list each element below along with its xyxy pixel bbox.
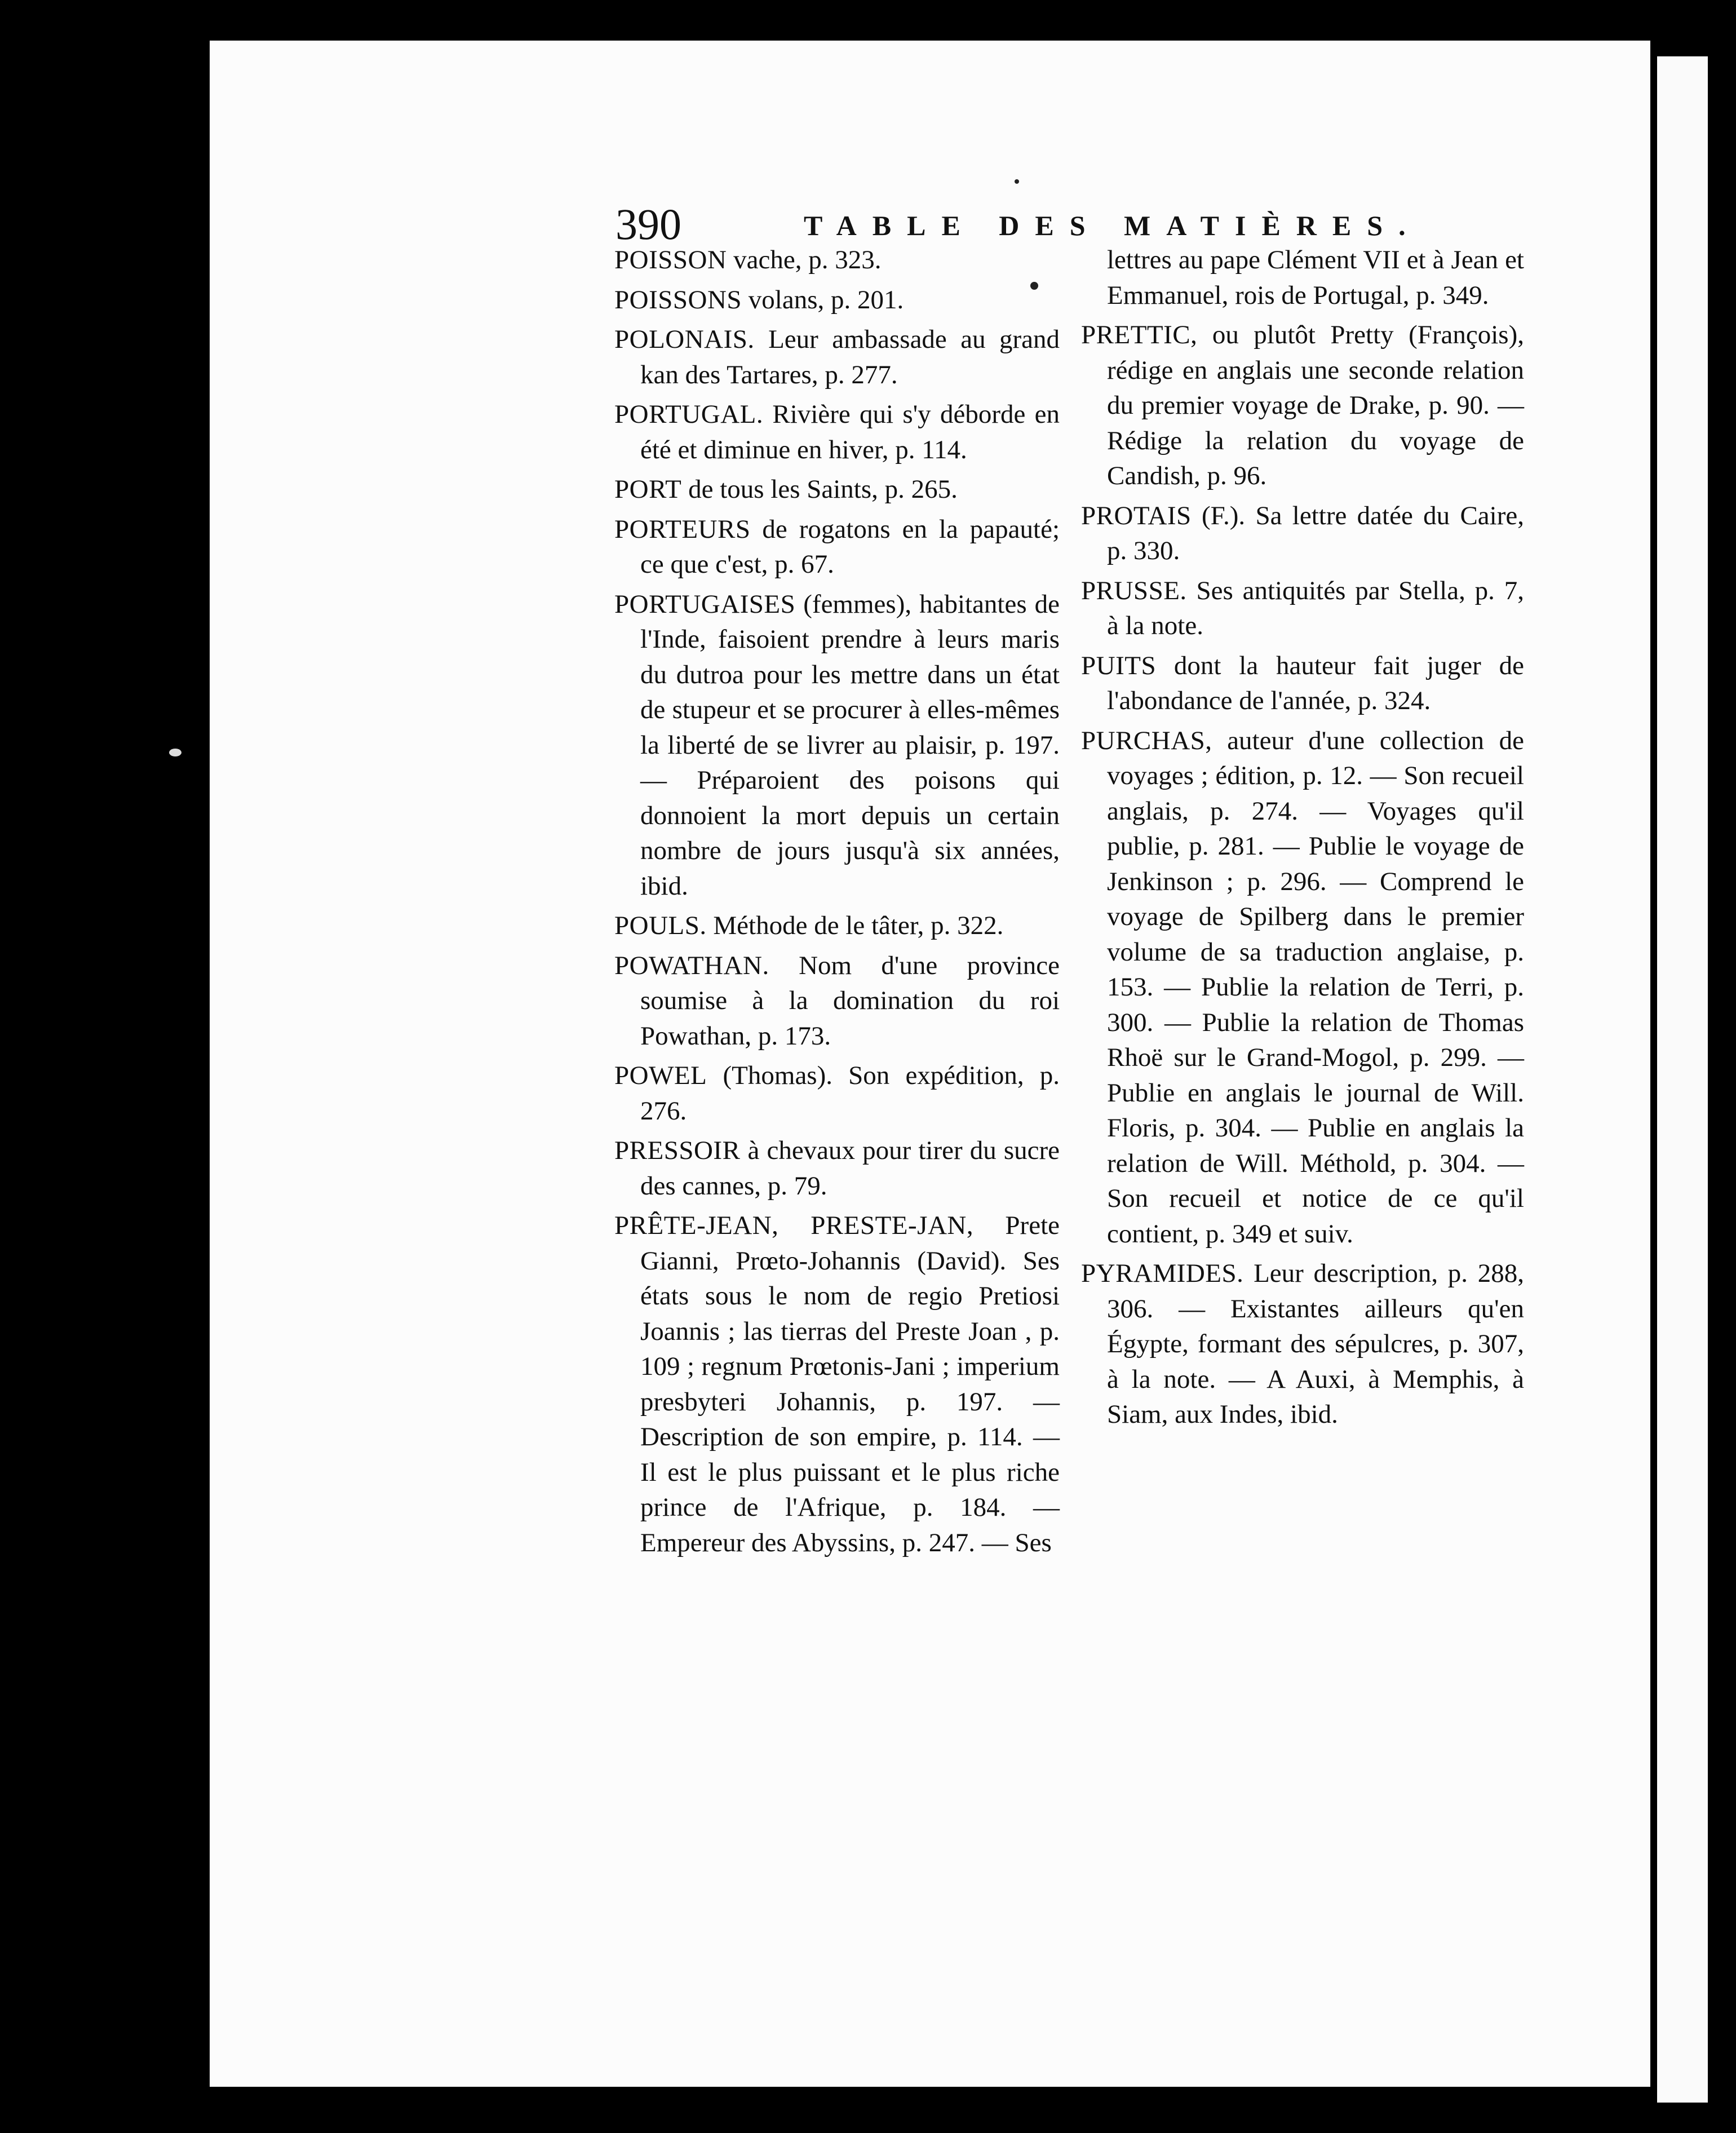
entry-text: volans, p. 201. <box>742 285 904 315</box>
index-entry <box>1081 1256 1524 1432</box>
index-entry <box>614 1133 1060 1203</box>
index-entry <box>614 242 1060 278</box>
entry-text: (femmes), habitantes de l'Inde, faisoient prendre à leurs maris du dutroa pour les mettre dans un état de stupeur et se procurer à elles-mêmes la liberté de se livrer au plaisir, p. 197. — Préparoient des poisons qui donnoient la mort depuis un certain nombre de jours jusqu'à six années, ibid. <box>640 589 1060 901</box>
entry-text: de tous les Saints, p. 265. <box>681 475 958 504</box>
entry-text: Leur ambassade au grand kan des Tartares, p. 277. <box>640 325 1060 390</box>
entry-text: auteur d'une collection de voyages ; édition, p. 12. — Son recueil anglais, p. 274. — Voyages qu'il publie, p. 281. — Publie le voyage de Jenkinson ; p. 296. — Comprend le voyage de Spilberg dans le premier volume de sa traduction anglaise, p. 153. — Publie la relation de Terri, p. 300. — Publie la relation de Thomas Rhoë sur le Grand-Mogol, p. 299. — Publie en anglais le journal de Will. Floris, p. 304. — Publie en anglais la relation de Will. Méthold, p. 304. — Son recueil et notice de ce qu'il contient, p. 349 et suiv. <box>1107 725 1524 1249</box>
entry-heading: PORTUGAISES <box>614 589 796 619</box>
index-entry-continued <box>1081 242 1524 313</box>
entry-text: Ses antiquités par Stella, p. 7, à la note. <box>1107 576 1524 640</box>
entry-heading: POISSON <box>614 245 727 275</box>
entry-text: Prete Gianni, Prœto-Johannis (David). Ses états sous le nom de regio Pretiosi Joannis ; las tierras del Preste Joan , p. 109 ; regnum Prœtonis-Jani ; imperium presbyteri Johannis, p. 197. — Description de son empire, p. 114. — Il est le plus puissant et le plus riche prince de l'Afrique, p. 184. — Empereur des Abyssins, p. 247. — Ses <box>640 1211 1060 1557</box>
index-entry <box>614 472 1060 507</box>
entry-heading: PORT <box>614 475 682 504</box>
index-entry <box>1081 498 1524 569</box>
index-entry <box>1081 648 1524 719</box>
entry-heading: PYRAMIDES. <box>1081 1259 1244 1288</box>
entry-heading: PRESSOIR <box>614 1136 741 1165</box>
entry-text: lettres au pape Clément VII et à Jean et Emmanuel, rois de Portugal, p. 349. <box>1107 245 1524 310</box>
entry-text: Nom d'une province soumise à la domination du roi Powathan, p. 173. <box>640 950 1060 1051</box>
index-entry <box>614 948 1060 1054</box>
entry-heading: PRETTIC, <box>1081 320 1198 349</box>
entry-text: dont la hauteur fait juger de l'abondance de l'année, p. 324. <box>1107 650 1524 715</box>
entry-text: à chevaux pour tirer du sucre des cannes, p. 79. <box>640 1136 1060 1201</box>
index-entry <box>1081 573 1524 644</box>
entry-text: vache, p. 323. <box>727 245 882 275</box>
index-entry <box>1081 317 1524 494</box>
index-entry <box>1081 723 1524 1252</box>
entry-text: Méthode de le tâter, p. 322. <box>706 911 1004 940</box>
entry-text: (F.). Sa lettre datée du Caire, p. 330. <box>1107 501 1524 565</box>
entry-heading: POWEL <box>614 1061 707 1090</box>
index-entry <box>614 397 1060 467</box>
entry-text: ou plutôt Pretty (François), rédige en anglais une seconde relation du premier voyage de Drake, p. 90. — Rédige la relation du voyage de Candish, p. 96. <box>1107 320 1524 490</box>
entry-heading: PORTUGAL. <box>614 400 764 429</box>
entry-heading: PROTAIS <box>1081 501 1192 530</box>
entry-heading: PUITS <box>1081 650 1157 680</box>
index-entry <box>614 908 1060 944</box>
ink-speck <box>169 749 181 756</box>
entry-heading: PORTEURS <box>614 514 751 544</box>
index-column-left <box>614 242 1060 1565</box>
entry-text: de rogatons en la papauté; ce que c'est, p. 67. <box>640 514 1060 579</box>
index-entry <box>614 587 1060 904</box>
index-entry <box>614 282 1060 318</box>
entry-heading: POULS. <box>614 911 707 940</box>
entry-heading: POISSONS <box>614 285 742 315</box>
index-entry <box>614 1058 1060 1129</box>
index-entry <box>614 322 1060 392</box>
entry-text: Leur description, p. 288, 306. — Existantes ailleurs qu'en Égypte, formant des sépulcres, p. 307, à la note. — A Auxi, à Memphis, à Siam, aux Indes, ibid. <box>1107 1259 1524 1429</box>
entry-heading: PRÊTE-JEAN, PRESTE-JAN, <box>614 1211 974 1240</box>
index-entry <box>614 1208 1060 1560</box>
entry-text: (Thomas). Son expédition, p. 276. <box>640 1061 1060 1126</box>
index-column-right <box>1081 242 1524 1437</box>
running-title: TABLE DES MATIÈRES. <box>804 210 1421 241</box>
entry-text: Rivière qui s'y déborde en été et diminue en hiver, p. 114. <box>640 400 1060 464</box>
facing-page-edge <box>1657 56 1708 2103</box>
index-entry <box>614 512 1060 582</box>
entry-heading: POWATHAN. <box>614 950 769 980</box>
ink-speck <box>1015 179 1019 184</box>
entry-heading: PURCHAS, <box>1081 725 1212 755</box>
entry-heading: POLONAIS. <box>614 325 755 354</box>
entry-heading: PRUSSE. <box>1081 576 1187 605</box>
page-number: 390 <box>615 200 681 249</box>
